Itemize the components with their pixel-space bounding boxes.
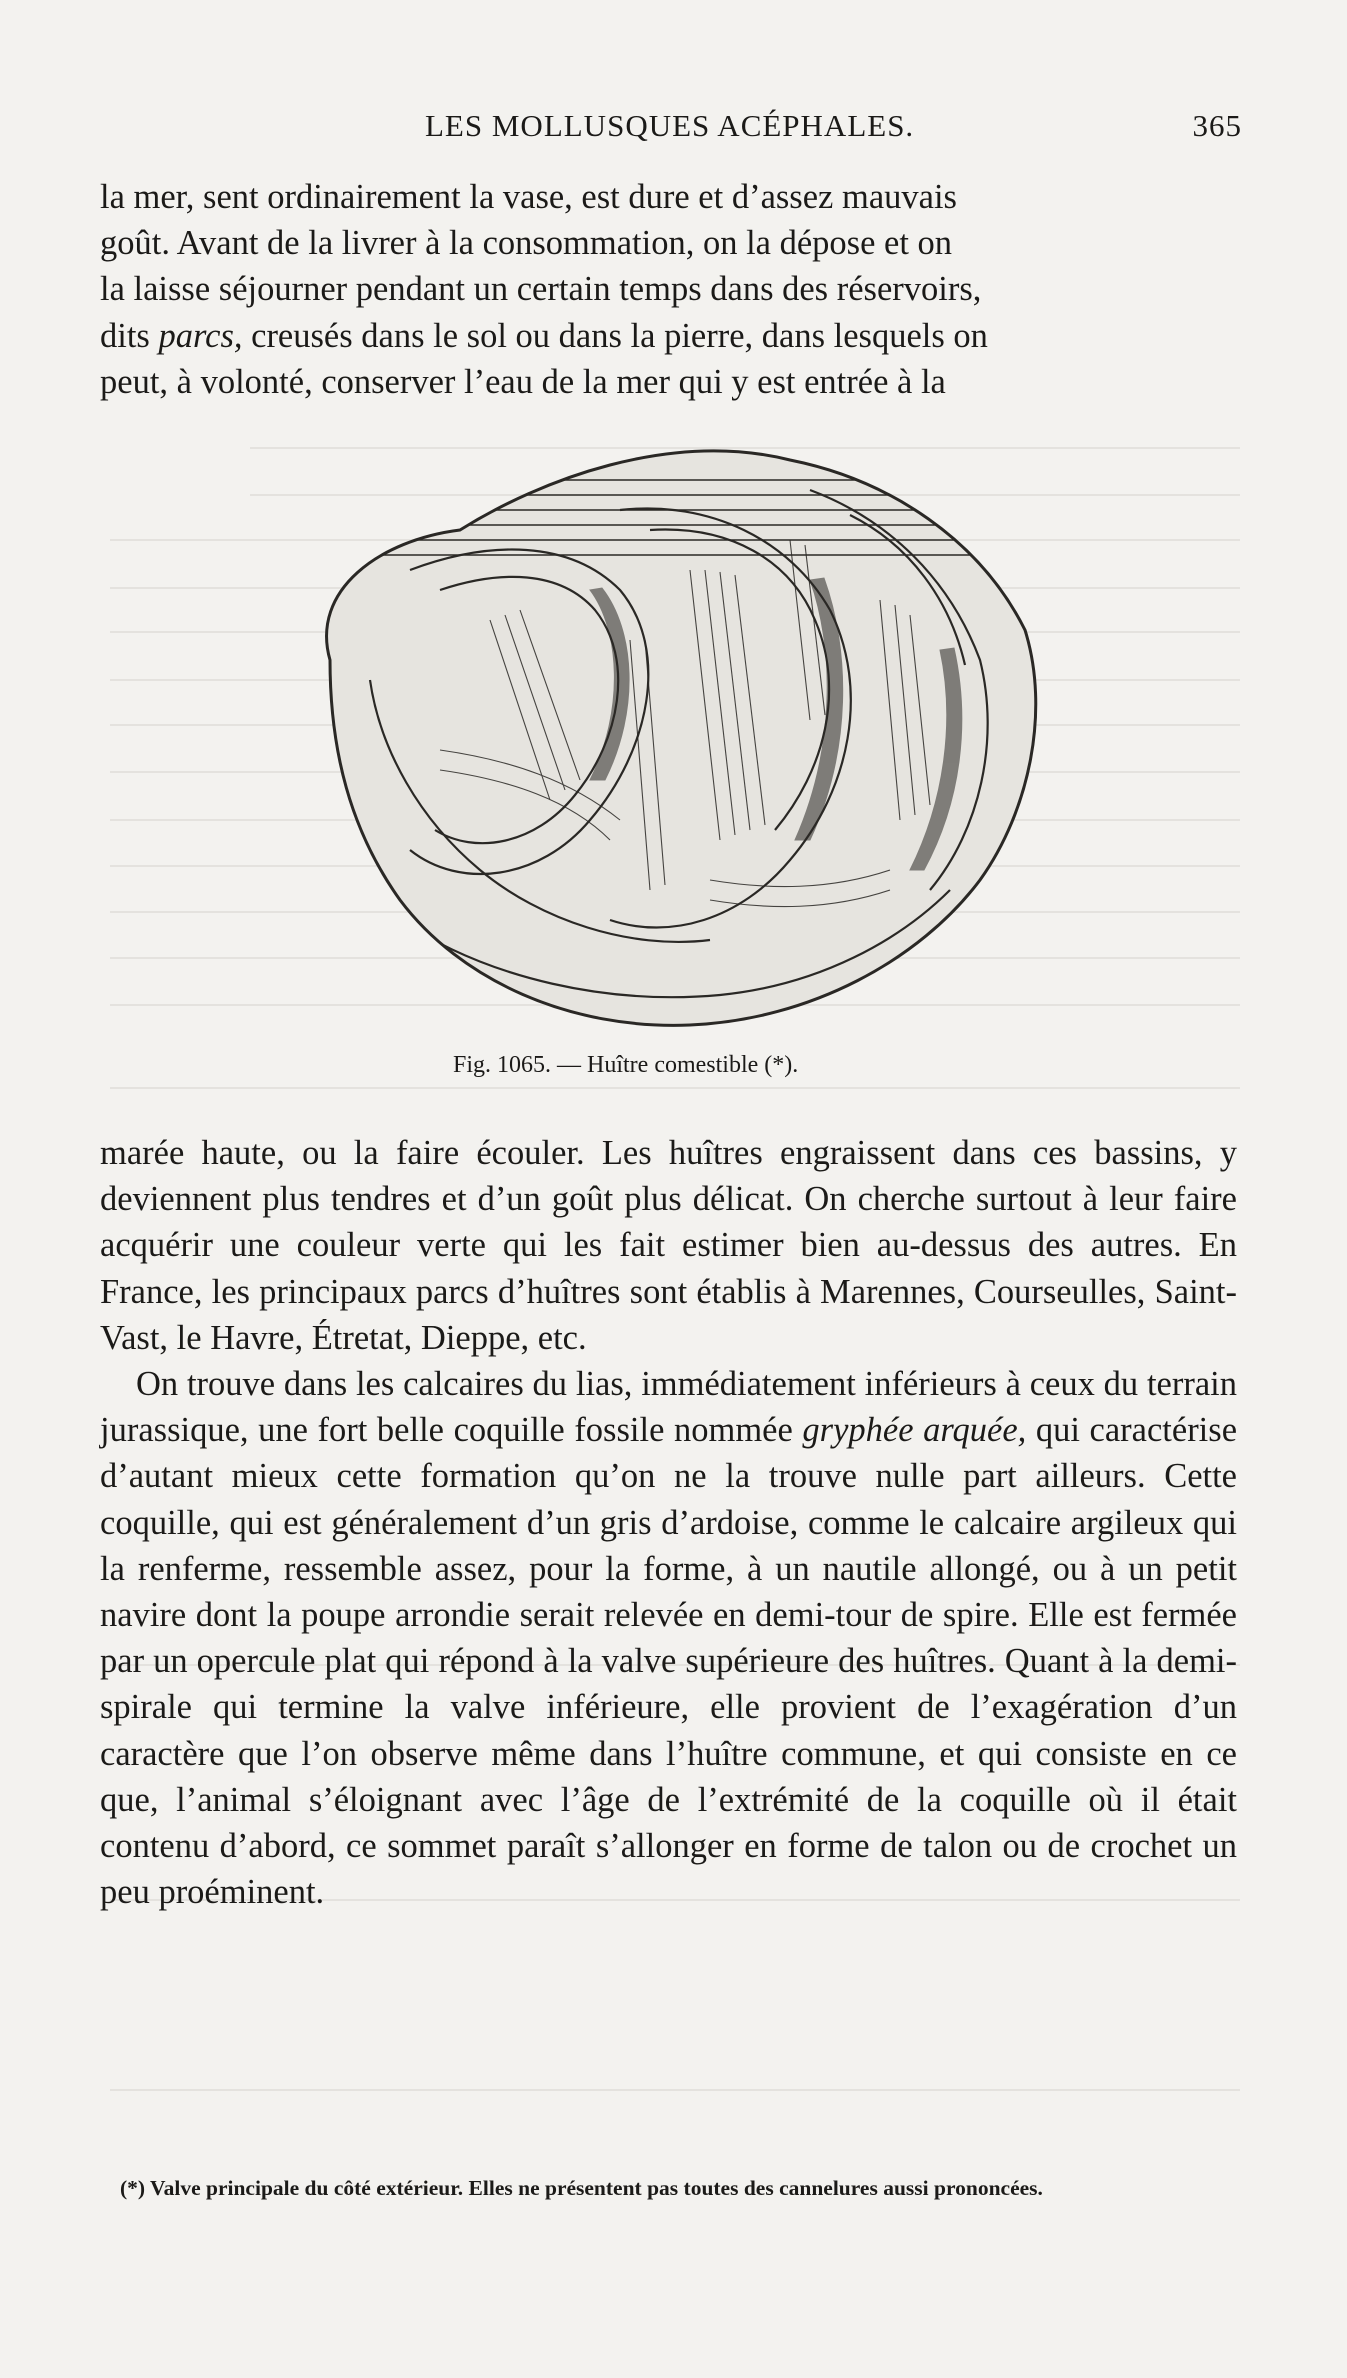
running-header — [100, 108, 1242, 158]
figure-caption: Fig. 1065. — Huître comestible (*). — [453, 1052, 799, 1078]
paragraph: marée haute, ou la faire écouler. Les huîtres engraissent dans ces bassins, y deviennent plus tendres et d’un goût plus délicat. On cherche surtout à leur faire acquérir une couleur verte qui les fait estimer bien au-dessus des autres. En France, les principaux parcs d’huîtres sont établis à Marennes, Courseulles, Saint-Vast, le Havre, Étretat, Dieppe, etc. — [100, 1134, 1237, 1357]
text-span: dits — [100, 316, 159, 355]
text-line: peut, à volonté, conserver l’eau de la mer qui y est entrée à la — [100, 362, 946, 401]
italic-term: gryphée arquée, — [802, 1411, 1027, 1450]
text-line: la laisse séjourner pendant un certain temps dans des réservoirs, — [100, 270, 982, 309]
text-line: goût. Avant de la livrer à la consommation, on la dépose et on — [100, 224, 953, 263]
text-line — [100, 313, 1237, 359]
oyster-engraving — [290, 420, 1060, 1040]
paragraph — [100, 1361, 1237, 1915]
text-line: la mer, sent ordinairement la vase, est dure et d’assez mauvais — [100, 178, 957, 216]
text-span: creusés dans le sol ou dans la pierre, dans lesquels on — [242, 316, 988, 355]
footnote: (*) Valve principale du côté extérieur. Elles ne présentent pas toutes des cannelures aussi prononcées. — [120, 2176, 1043, 2200]
text-block-top — [100, 174, 1237, 405]
text-span: qui caractérise d’autant mieux cette formation qu’on ne la trouve nulle part ailleurs. Cette coquille, qui est généralement d’un gris d’ardoise, comme le calcaire argileux qui la renferme, ressemble assez, pour la forme, à un nautile allongé, ou à un petit navire dont la poupe arrondie serait relevée en demi-tour de spire. Elle est fermée par un opercule plat qui répond à la valve supérieure des huîtres. Quant à la demi-spirale qui termine la valve inférieure, elle provient de l’exagération d’un caractère que l’on observe même dans l’huître commune, et qui consiste en ce que, l’animal s’éloignant avec l’âge de l’extrémité de la coquille où il était contenu d’abord, ce sommet paraît s’allonger en forme de talon ou de crochet un peu proéminent. — [100, 1411, 1238, 1912]
text-block-main — [100, 1130, 1237, 1915]
text-span: On trouve dans les calcaires du lias, immédiatement inférieurs à ceux du terrain jurassique, une fort belle coquille fossile nommée — [100, 1365, 1237, 1450]
italic-term: parcs, — [158, 316, 243, 355]
page-number: 365 — [1192, 108, 1242, 143]
running-title: LES MOLLUSQUES ACÉPHALES. — [425, 108, 915, 143]
